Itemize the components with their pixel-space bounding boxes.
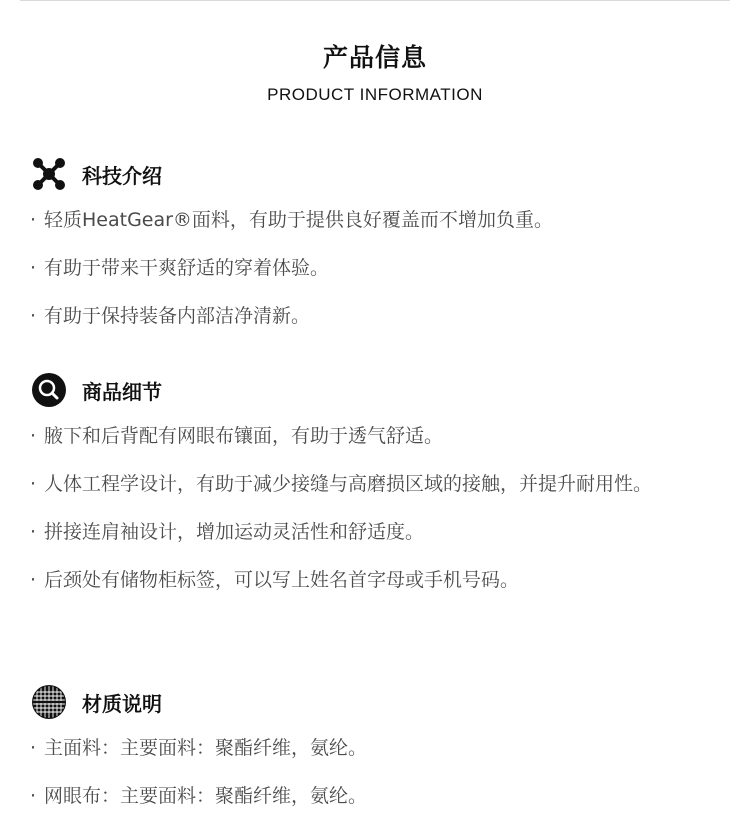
list-item: · 网眼布：主要面料：聚酯纤维，氨纶。 — [30, 772, 730, 820]
molecule-icon — [30, 155, 68, 193]
list-item: · 拼接连肩袖设计，增加运动灵活性和舒适度。 — [30, 508, 730, 556]
section-title: 材质说明 — [82, 691, 162, 716]
section-title: 科技介绍 — [82, 163, 162, 188]
page-subtitle: PRODUCT INFORMATION — [267, 85, 483, 104]
list-item: · 腋下和后背配有网眼布镶面，有助于透气舒适。 — [30, 412, 730, 460]
section-title: 商品细节 — [82, 379, 162, 404]
feature-list — [30, 412, 730, 604]
list-item: · 有助于保持装备内部洁净清新。 — [30, 292, 730, 340]
list-item: · 主面料：主要面料：聚酯纤维，氨纶。 — [30, 724, 730, 772]
section-header — [30, 368, 730, 412]
section-header — [30, 680, 730, 724]
list-item: · 人体工程学设计，有助于减少接缝与高磨损区域的接触，并提升耐用性。 — [30, 460, 730, 508]
material-section — [30, 680, 730, 820]
list-item: · 有助于带来干爽舒适的穿着体验。 — [30, 244, 730, 292]
section-header — [30, 152, 730, 196]
details-section — [30, 368, 730, 604]
product-info-header — [0, 40, 750, 106]
page-title: 产品信息 — [322, 43, 427, 72]
top-divider — [20, 0, 730, 1]
technology-section — [30, 152, 730, 340]
list-item: · 后颈处有储物柜标签，可以写上姓名首字母或手机号码。 — [30, 556, 730, 604]
magnifier-icon — [30, 371, 68, 409]
list-item: · 轻质HeatGear®面料，有助于提供良好覆盖而不增加负重。 — [30, 196, 730, 244]
feature-list — [30, 724, 730, 820]
mesh-fabric-icon — [30, 683, 68, 721]
feature-list — [30, 196, 730, 340]
